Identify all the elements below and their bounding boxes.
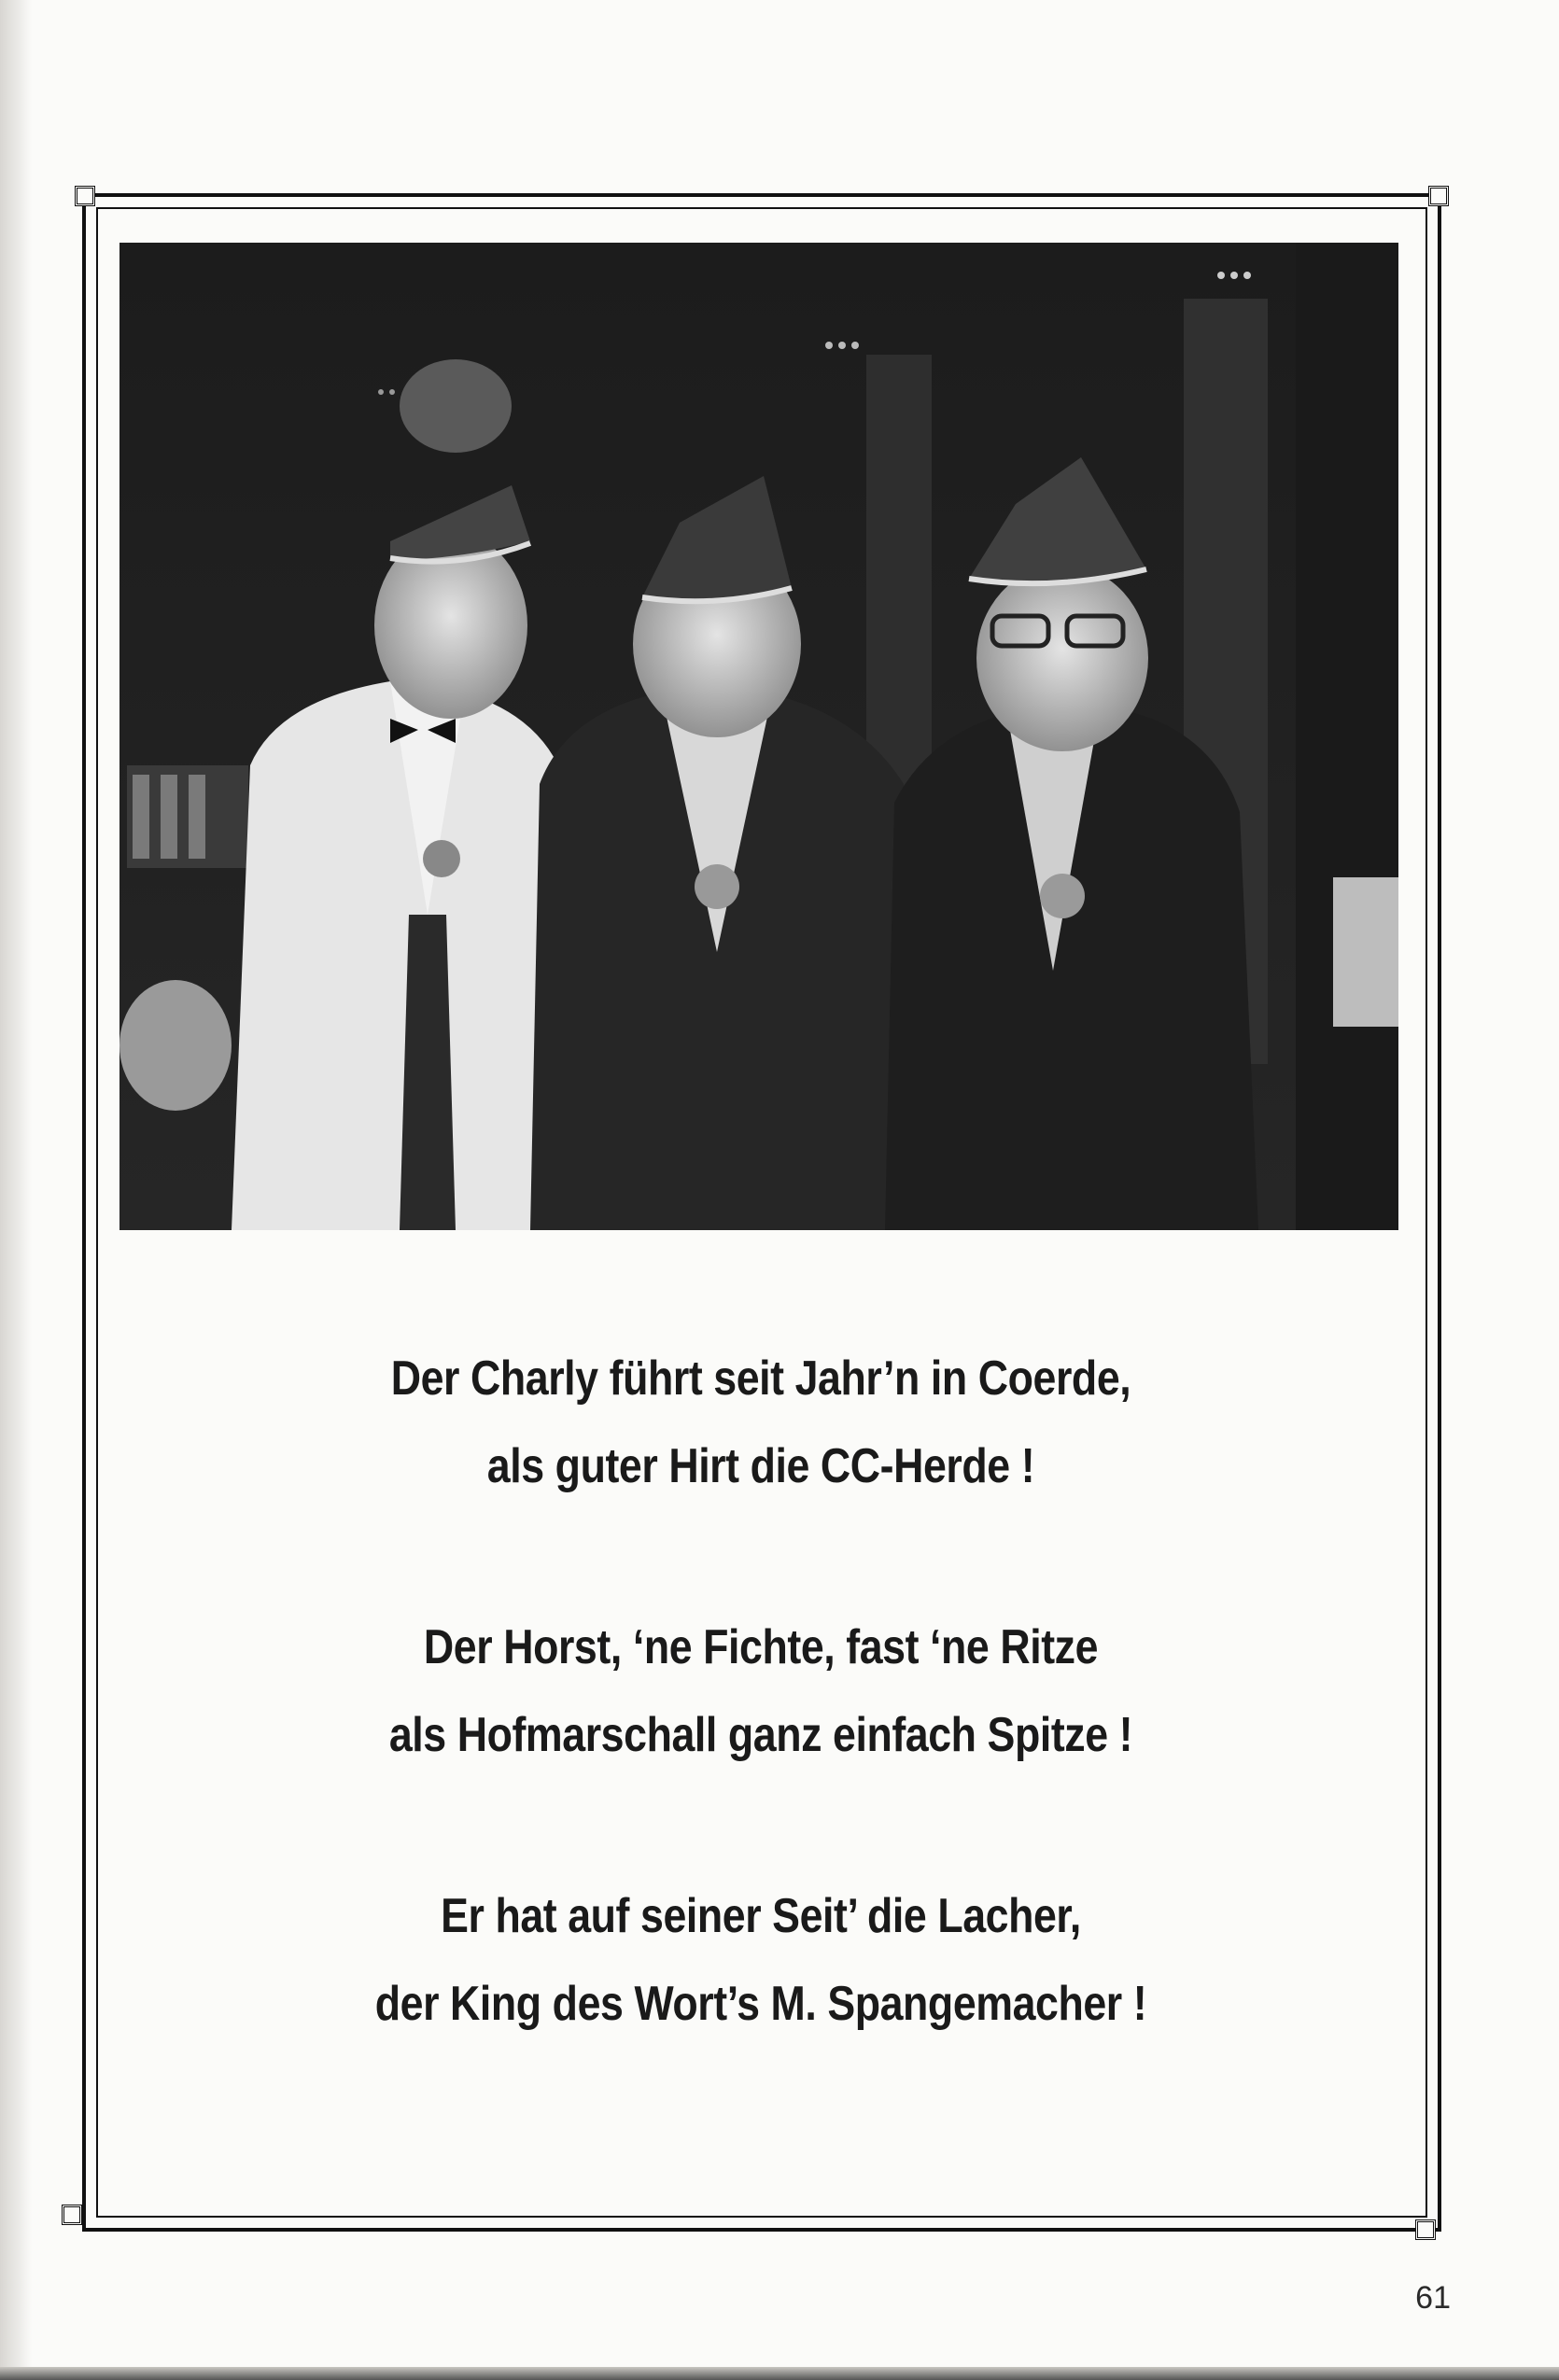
poem-text (219, 1335, 1303, 2141)
book-gutter-shadow (0, 0, 32, 2380)
photo-three-men-carnival-caps (119, 243, 1398, 1230)
poem-line: Er hat auf seiner Seit’ die Lacher, (441, 1889, 1081, 1943)
border-corner-bottom-left (62, 2205, 82, 2225)
poem-stanza (219, 1603, 1303, 1779)
book-bottom-edge (0, 2367, 1559, 2380)
border-corner-top-left (75, 186, 95, 206)
group-photo (119, 243, 1398, 1230)
border-corner-bottom-right (1415, 2219, 1436, 2240)
poem-line: der King des Wort’s M. Spangemacher ! (374, 1977, 1147, 2031)
poem-stanza (219, 1335, 1303, 1510)
border-corner-top-right (1428, 186, 1449, 206)
poem-stanza (219, 1872, 1303, 2048)
poem-line: Der Charly führt seit Jahr’n in Coerde, (390, 1351, 1131, 1406)
poem-line: als Hofmarschall ganz einfach Spitze ! (388, 1708, 1133, 1762)
poem-line: Der Horst, ‘ne Fichte, fast ‘ne Ritze (423, 1620, 1099, 1674)
poem-line: als guter Hirt die CC-Herde ! (486, 1439, 1035, 1493)
page-number: 61 (1415, 2280, 1451, 2316)
